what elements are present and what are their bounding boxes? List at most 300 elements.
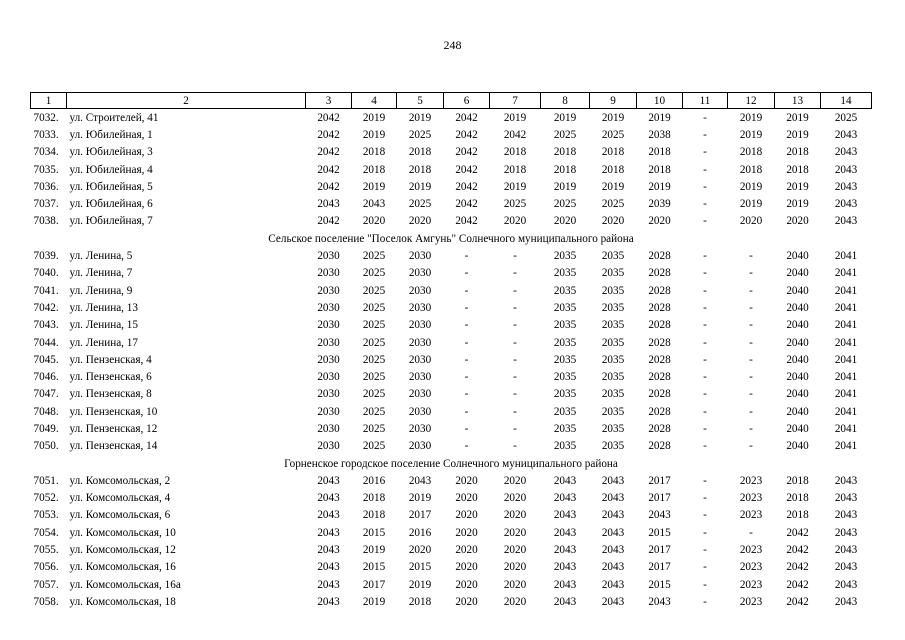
year-cell: 2020 xyxy=(503,474,527,487)
year-cell: 2043 xyxy=(317,526,340,539)
year-cell: 2041 xyxy=(834,371,858,384)
year-cell: 2043 xyxy=(834,561,858,574)
year-cell: 2041 xyxy=(834,301,858,314)
year-cell: 2030 xyxy=(317,284,340,297)
address-cell: ул. Пензенская, 4 xyxy=(69,353,152,366)
year-cell: 2019 xyxy=(786,180,809,193)
year-cell: 2043 xyxy=(834,215,858,228)
year-cell: 2043 xyxy=(834,526,858,539)
year-cell: - xyxy=(749,526,753,539)
year-cell: 2042 xyxy=(455,128,478,141)
row-number: 7056. xyxy=(33,561,59,574)
year-cell: 2035 xyxy=(553,405,577,418)
year-cell: 2019 xyxy=(408,111,432,124)
year-cell: 2020 xyxy=(455,474,478,487)
year-cell: - xyxy=(513,267,517,280)
year-cell: 2035 xyxy=(553,353,577,366)
year-cell: 2018 xyxy=(503,146,527,159)
year-cell: 2035 xyxy=(601,267,625,280)
year-cell: 2042 xyxy=(786,561,809,574)
address-cell: ул. Пензенская, 6 xyxy=(69,371,152,384)
year-cell: 2015 xyxy=(648,526,671,539)
table-row xyxy=(31,247,872,264)
year-cell: 2041 xyxy=(834,405,858,418)
year-cell: 2042 xyxy=(317,215,340,228)
year-cell: 2018 xyxy=(648,163,671,176)
year-cell: 2019 xyxy=(786,111,809,124)
row-number: 7032. xyxy=(33,111,59,124)
year-cell: - xyxy=(703,578,707,591)
year-cell: - xyxy=(464,405,469,418)
year-cell: - xyxy=(703,388,707,401)
year-cell: 2019 xyxy=(786,198,809,211)
year-cell: 2030 xyxy=(317,405,340,418)
column-header: 5 xyxy=(397,93,444,109)
year-cell: 2020 xyxy=(455,578,478,591)
year-cell: 2020 xyxy=(503,578,527,591)
year-cell: 2041 xyxy=(834,388,858,401)
year-cell: 2035 xyxy=(553,388,577,401)
address-cell: ул. Комсомольская, 12 xyxy=(69,544,176,557)
year-cell: - xyxy=(703,146,707,159)
table-row xyxy=(31,403,872,420)
header-row xyxy=(31,93,872,109)
year-cell: 2030 xyxy=(317,250,340,263)
year-cell: 2035 xyxy=(553,267,577,280)
column-header: 2 xyxy=(67,93,306,109)
year-cell: 2035 xyxy=(553,250,577,263)
year-cell: 2035 xyxy=(553,371,577,384)
year-cell: 2041 xyxy=(834,422,858,435)
table-row xyxy=(31,559,872,576)
year-cell: 2042 xyxy=(786,595,809,608)
row-number: 7053. xyxy=(33,509,59,522)
year-cell: 2042 xyxy=(455,198,478,211)
year-cell: 2035 xyxy=(601,405,625,418)
address-cell: ул. Ленина, 17 xyxy=(69,336,138,349)
year-cell: 2040 xyxy=(786,319,809,332)
year-cell: - xyxy=(749,284,753,297)
address-cell: ул. Ленина, 9 xyxy=(69,284,133,297)
table-row xyxy=(31,386,872,403)
year-cell: 2030 xyxy=(408,422,432,435)
year-cell: 2043 xyxy=(601,544,625,557)
year-cell: 2025 xyxy=(408,198,432,211)
column-header: 7 xyxy=(490,93,541,109)
table-row xyxy=(31,317,872,334)
table-row xyxy=(31,126,872,143)
year-cell: 2043 xyxy=(317,561,340,574)
column-header: 8 xyxy=(541,93,590,109)
year-cell: 2040 xyxy=(786,353,809,366)
year-cell: 2043 xyxy=(553,526,577,539)
year-cell: 2023 xyxy=(739,544,763,557)
year-cell: 2019 xyxy=(408,180,432,193)
year-cell: 2035 xyxy=(601,422,625,435)
year-cell: 2030 xyxy=(317,388,340,401)
row-number: 7057. xyxy=(33,578,59,591)
year-cell: 2041 xyxy=(834,353,858,366)
year-cell: 2042 xyxy=(786,578,809,591)
year-cell: 2023 xyxy=(739,595,763,608)
year-cell: - xyxy=(749,336,753,349)
year-cell: 2043 xyxy=(317,595,340,608)
year-cell: 2043 xyxy=(553,492,577,505)
year-cell: 2030 xyxy=(317,422,340,435)
year-cell: 2020 xyxy=(503,544,527,557)
table-body xyxy=(31,109,872,611)
year-cell: 2035 xyxy=(601,250,625,263)
year-cell: 2017 xyxy=(648,544,671,557)
year-cell: 2017 xyxy=(362,578,386,591)
address-cell: ул. Ленина, 13 xyxy=(69,301,138,314)
year-cell: 2028 xyxy=(648,422,671,435)
year-cell: 2020 xyxy=(503,492,527,505)
year-cell: 2030 xyxy=(317,440,340,453)
year-cell: 2042 xyxy=(455,163,478,176)
year-cell: 2020 xyxy=(408,544,432,557)
year-cell: 2015 xyxy=(648,578,671,591)
table-row xyxy=(31,282,872,299)
year-cell: 2020 xyxy=(503,595,527,608)
year-cell: 2019 xyxy=(408,578,432,591)
year-cell: 2043 xyxy=(834,544,858,557)
year-cell: - xyxy=(703,595,707,608)
address-cell: ул. Юбилейная, 4 xyxy=(69,163,153,176)
year-cell: 2043 xyxy=(317,198,340,211)
year-cell: 2043 xyxy=(648,509,671,522)
year-cell: 2019 xyxy=(362,111,386,124)
year-cell: - xyxy=(703,440,707,453)
year-cell: 2030 xyxy=(408,336,432,349)
year-cell: 2020 xyxy=(455,492,478,505)
year-cell: 2018 xyxy=(648,146,671,159)
row-number: 7037. xyxy=(33,198,59,211)
table-row xyxy=(31,541,872,558)
year-cell: 2030 xyxy=(408,250,432,263)
year-cell: - xyxy=(703,474,707,487)
year-cell: 2030 xyxy=(408,301,432,314)
year-cell: 2019 xyxy=(362,595,386,608)
table-row xyxy=(31,299,872,316)
year-cell: - xyxy=(703,284,707,297)
year-cell: - xyxy=(703,198,707,211)
year-cell: 2041 xyxy=(834,319,858,332)
year-cell: - xyxy=(513,319,517,332)
year-cell: 2039 xyxy=(648,198,671,211)
year-cell: 2030 xyxy=(317,353,340,366)
year-cell: 2019 xyxy=(786,128,809,141)
year-cell: - xyxy=(464,388,469,401)
year-cell: 2043 xyxy=(408,474,432,487)
year-cell: 2040 xyxy=(786,440,809,453)
year-cell: 2015 xyxy=(362,561,386,574)
year-cell: 2042 xyxy=(503,128,527,141)
year-cell: 2040 xyxy=(786,301,809,314)
year-cell: - xyxy=(703,128,707,141)
year-cell: - xyxy=(464,267,469,280)
year-cell: 2042 xyxy=(455,215,478,228)
year-cell: 2035 xyxy=(553,440,577,453)
year-cell: - xyxy=(464,301,469,314)
address-cell: ул. Комсомольская, 6 xyxy=(69,509,171,522)
address-cell: ул. Комсомольская, 4 xyxy=(69,492,171,505)
year-cell: 2020 xyxy=(553,215,577,228)
year-cell: 2023 xyxy=(739,509,763,522)
year-cell: - xyxy=(464,284,469,297)
year-cell: 2035 xyxy=(553,284,577,297)
year-cell: 2017 xyxy=(648,474,671,487)
year-cell: 2018 xyxy=(786,492,809,505)
year-cell: 2028 xyxy=(648,284,671,297)
year-cell: - xyxy=(513,301,517,314)
table-row xyxy=(31,265,872,282)
table-row xyxy=(31,490,872,507)
year-cell: 2023 xyxy=(739,492,763,505)
address-cell: ул. Юбилейная, 5 xyxy=(69,180,153,193)
row-number: 7047. xyxy=(33,388,59,401)
year-cell: - xyxy=(703,319,707,332)
year-cell: 2019 xyxy=(739,111,763,124)
year-cell: - xyxy=(703,353,707,366)
year-cell: 2043 xyxy=(553,595,577,608)
year-cell: - xyxy=(703,301,707,314)
year-cell: 2025 xyxy=(601,198,625,211)
year-cell: 2043 xyxy=(601,578,625,591)
row-number: 7052. xyxy=(33,492,59,505)
year-cell: 2020 xyxy=(648,215,671,228)
year-cell: 2018 xyxy=(362,163,386,176)
year-cell: 2030 xyxy=(317,301,340,314)
year-cell: 2019 xyxy=(648,180,671,193)
year-cell: 2035 xyxy=(601,284,625,297)
table-row xyxy=(31,144,872,161)
year-cell: 2035 xyxy=(553,336,577,349)
year-cell: 2018 xyxy=(786,146,809,159)
year-cell: - xyxy=(749,319,753,332)
row-number: 7058. xyxy=(33,595,59,608)
row-number: 7045. xyxy=(33,353,59,366)
year-cell: 2018 xyxy=(553,163,577,176)
year-cell: 2042 xyxy=(455,146,478,159)
address-cell: ул. Пензенская, 12 xyxy=(69,422,158,435)
year-cell: 2016 xyxy=(362,474,386,487)
year-cell: 2043 xyxy=(553,578,577,591)
year-cell: - xyxy=(703,405,707,418)
year-cell: 2030 xyxy=(317,336,340,349)
row-number: 7035. xyxy=(33,163,59,176)
year-cell: 2020 xyxy=(503,526,527,539)
column-header: 9 xyxy=(590,93,637,109)
row-number: 7042. xyxy=(33,301,59,314)
year-cell: 2043 xyxy=(362,198,386,211)
year-cell: 2018 xyxy=(601,163,625,176)
year-cell: - xyxy=(749,250,753,263)
year-cell: 2020 xyxy=(408,215,432,228)
year-cell: 2019 xyxy=(362,128,386,141)
year-cell: 2041 xyxy=(834,267,858,280)
address-cell: ул. Пензенская, 8 xyxy=(69,388,152,401)
year-cell: 2018 xyxy=(601,146,625,159)
year-cell: 2042 xyxy=(786,526,809,539)
table-row xyxy=(31,213,872,230)
year-cell: - xyxy=(513,422,517,435)
year-cell: - xyxy=(513,336,517,349)
row-number: 7054. xyxy=(33,526,59,539)
year-cell: 2020 xyxy=(503,215,527,228)
year-cell: 2043 xyxy=(601,595,625,608)
year-cell: - xyxy=(513,405,517,418)
year-cell: 2025 xyxy=(362,405,386,418)
row-number: 7038. xyxy=(33,215,59,228)
year-cell: 2025 xyxy=(362,336,386,349)
year-cell: 2028 xyxy=(648,267,671,280)
year-cell: 2017 xyxy=(408,509,432,522)
column-header: 10 xyxy=(637,93,683,109)
year-cell: 2020 xyxy=(362,215,386,228)
year-cell: - xyxy=(749,371,753,384)
year-cell: 2035 xyxy=(553,301,577,314)
year-cell: - xyxy=(513,440,517,453)
address-cell: ул. Строителей, 41 xyxy=(69,111,159,124)
year-cell: 2025 xyxy=(553,128,577,141)
year-cell: 2018 xyxy=(786,509,809,522)
year-cell: 2028 xyxy=(648,250,671,263)
year-cell: - xyxy=(464,353,469,366)
row-number: 7055. xyxy=(33,544,59,557)
table-row xyxy=(31,507,872,524)
year-cell: 2043 xyxy=(834,509,858,522)
year-cell: 2043 xyxy=(601,526,625,539)
table-row xyxy=(31,438,872,455)
year-cell: 2018 xyxy=(362,492,386,505)
year-cell: 2043 xyxy=(553,561,577,574)
section-heading: Горненское городское поселение Солнечного муниципального района xyxy=(284,457,618,470)
year-cell: 2040 xyxy=(786,371,809,384)
year-cell: 2025 xyxy=(362,422,386,435)
year-cell: - xyxy=(703,250,707,263)
year-cell: 2043 xyxy=(317,544,340,557)
row-number: 7041. xyxy=(33,284,59,297)
address-cell: ул. Ленина, 5 xyxy=(69,250,133,263)
year-cell: 2030 xyxy=(408,440,432,453)
year-cell: 2018 xyxy=(362,146,386,159)
row-number: 7043. xyxy=(33,319,59,332)
year-cell: 2030 xyxy=(317,319,340,332)
year-cell: 2042 xyxy=(455,111,478,124)
year-cell: 2020 xyxy=(455,595,478,608)
year-cell: - xyxy=(749,353,753,366)
year-cell: 2042 xyxy=(317,111,340,124)
column-header: 3 xyxy=(306,93,352,109)
table-row xyxy=(31,195,872,212)
section-heading-row xyxy=(31,230,872,247)
year-cell: - xyxy=(464,250,469,263)
address-cell: ул. Комсомольская, 2 xyxy=(69,474,171,487)
row-number: 7036. xyxy=(33,180,59,193)
year-cell: 2043 xyxy=(834,595,858,608)
year-cell: 2035 xyxy=(601,336,625,349)
page-number: 248 xyxy=(443,38,462,52)
column-header: 4 xyxy=(352,93,397,109)
year-cell: 2043 xyxy=(601,509,625,522)
year-cell: 2028 xyxy=(648,319,671,332)
address-cell: ул. Юбилейная, 1 xyxy=(69,128,153,141)
address-cell: ул. Комсомольская, 18 xyxy=(69,595,176,608)
year-cell: 2025 xyxy=(503,198,527,211)
year-cell: - xyxy=(464,422,469,435)
year-cell: 2015 xyxy=(408,561,432,574)
year-cell: - xyxy=(703,163,707,176)
year-cell: 2023 xyxy=(739,474,763,487)
table-row xyxy=(31,524,872,541)
year-cell: - xyxy=(703,492,707,505)
year-cell: 2043 xyxy=(553,544,577,557)
column-header: 13 xyxy=(775,93,821,109)
year-cell: 2040 xyxy=(786,388,809,401)
year-cell: 2030 xyxy=(408,371,432,384)
column-header: 6 xyxy=(444,93,490,109)
year-cell: 2019 xyxy=(648,111,671,124)
year-cell: 2019 xyxy=(362,180,386,193)
address-cell: ул. Пензенская, 14 xyxy=(69,440,158,453)
year-cell: - xyxy=(703,544,707,557)
table-row xyxy=(31,593,872,610)
year-cell: 2017 xyxy=(648,561,671,574)
year-cell: 2025 xyxy=(362,440,386,453)
year-cell: 2028 xyxy=(648,440,671,453)
address-cell: ул. Комсомольская, 16 xyxy=(69,561,176,574)
section-heading: Сельское поселение "Поселок Амгунь" Солнечного муниципального района xyxy=(268,232,634,245)
year-cell: 2043 xyxy=(601,561,625,574)
year-cell: - xyxy=(513,371,517,384)
year-cell: 2042 xyxy=(455,180,478,193)
section-heading-row xyxy=(31,455,872,472)
year-cell: 2043 xyxy=(834,128,858,141)
year-cell: 2025 xyxy=(362,284,386,297)
year-cell: 2019 xyxy=(503,111,527,124)
year-cell: 2043 xyxy=(834,180,858,193)
address-cell: ул. Пензенская, 10 xyxy=(69,405,158,418)
year-cell: - xyxy=(749,267,753,280)
year-cell: 2028 xyxy=(648,353,671,366)
year-cell: - xyxy=(513,250,517,263)
row-number: 7040. xyxy=(33,267,59,280)
year-cell: - xyxy=(749,422,753,435)
year-cell: - xyxy=(703,215,707,228)
year-cell: - xyxy=(703,336,707,349)
year-cell: - xyxy=(749,440,753,453)
address-cell: ул. Ленина, 15 xyxy=(69,319,138,332)
year-cell: 2018 xyxy=(408,595,432,608)
year-cell: - xyxy=(464,319,469,332)
year-cell: 2041 xyxy=(834,336,858,349)
year-cell: 2030 xyxy=(408,267,432,280)
year-cell: 2019 xyxy=(601,111,625,124)
table-row xyxy=(31,351,872,368)
year-cell: - xyxy=(464,371,469,384)
year-cell: 2041 xyxy=(834,250,858,263)
year-cell: 2043 xyxy=(317,474,340,487)
year-cell: 2018 xyxy=(786,474,809,487)
year-cell: 2042 xyxy=(317,180,340,193)
column-header: 12 xyxy=(728,93,775,109)
year-cell: 2040 xyxy=(786,267,809,280)
year-cell: 2040 xyxy=(786,284,809,297)
year-cell: 2035 xyxy=(601,440,625,453)
year-cell: 2040 xyxy=(786,422,809,435)
year-cell: - xyxy=(703,111,707,124)
